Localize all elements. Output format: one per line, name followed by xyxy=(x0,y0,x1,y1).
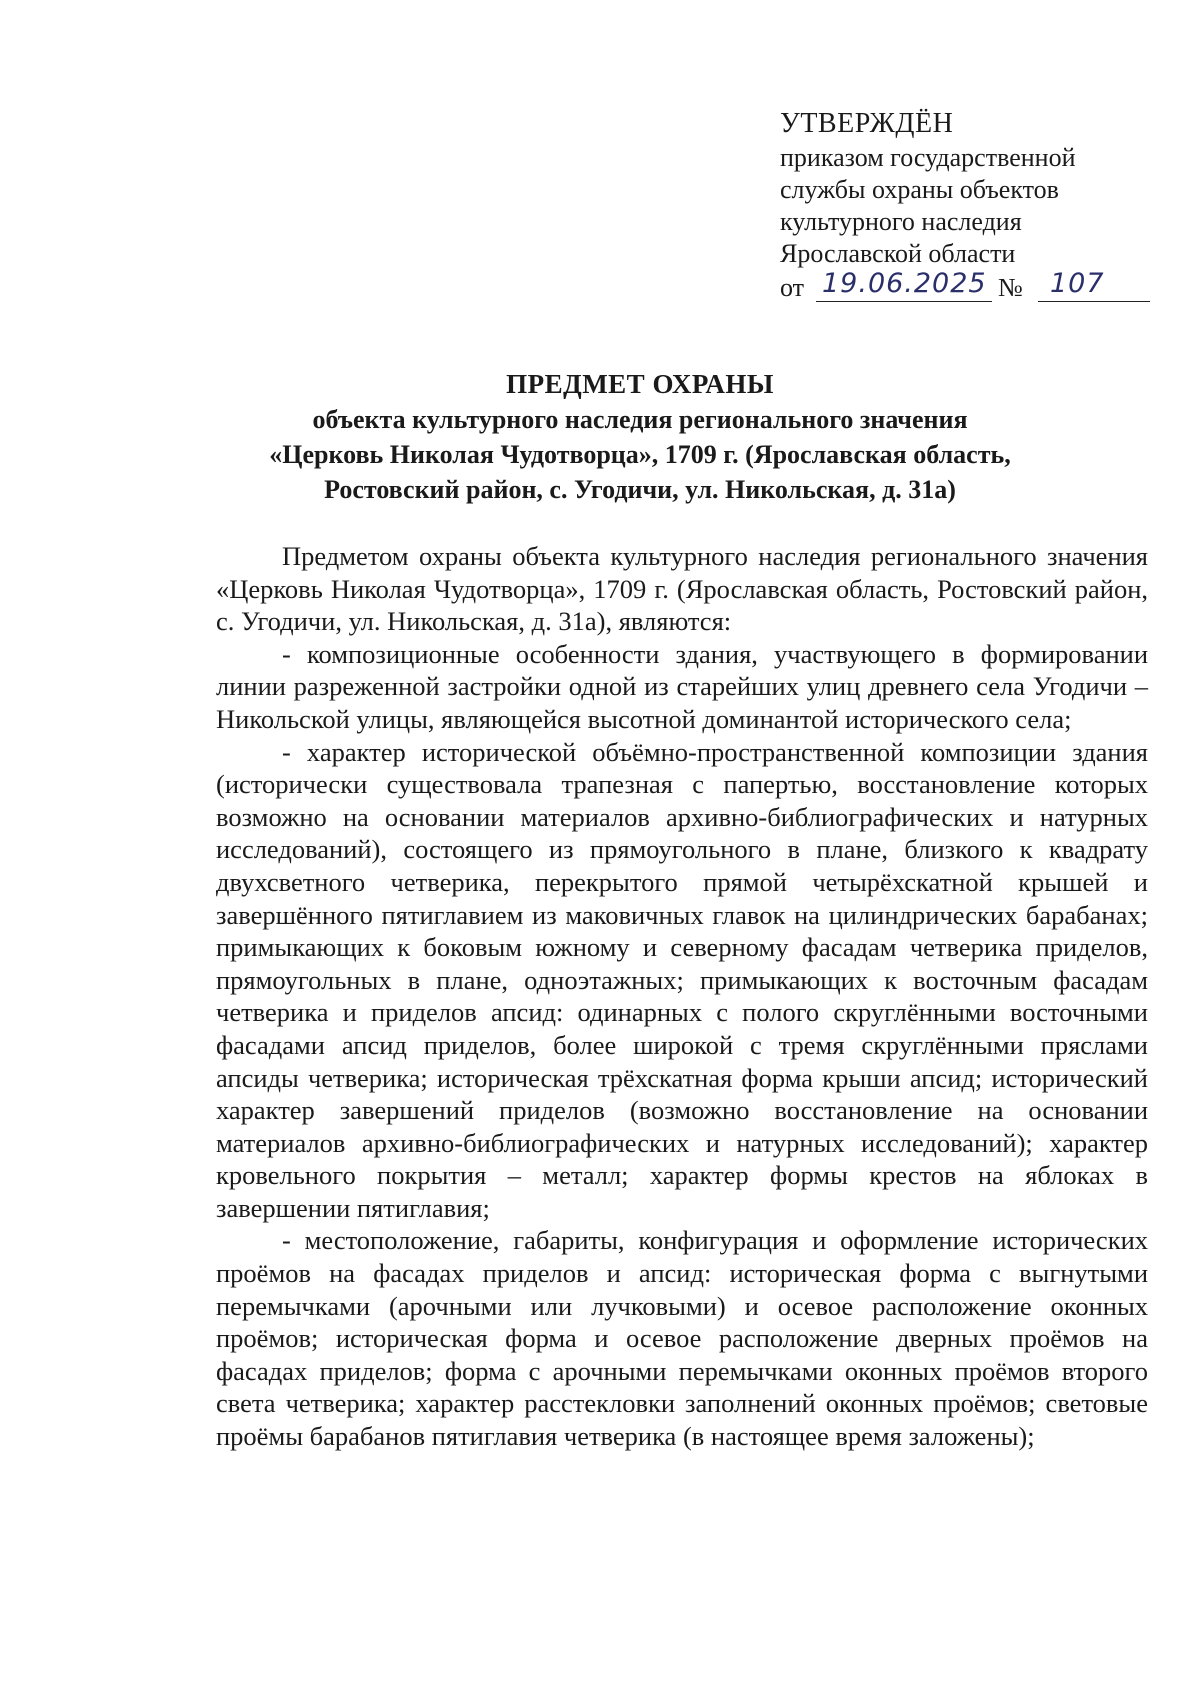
title-main: ПРЕДМЕТ ОХРАНЫ xyxy=(506,369,774,399)
protection-item: - характер исторической объёмно-пространственной композиции здания (исторически существовала трапезная с папертью, восстановление которых возможно на основании материалов архивно-библиографических и натурных исследований), состоящего из прямоугольного в плане, близкого к квадрату двухсветного четверика, перекрытого прямой четырёхскатной крышей и завершённого пятиглавием из маковичных главок на цилиндрических барабанах; примыкающих к боковым южному и северному фасадам четверика приделов, прямоугольных в плане, одноэтажных; примыкающих к восточным фасадам четверика и приделов апсид: одинарных с полого скруглёнными восточными фасадами апсид приделов, более широкой с тремя скруглёнными пряслами апсиды четверика; историческая трёхскатная форма крыши апсид; исторический характер завершений приделов (возможно восстановление на основании материалов архивно-библиографических и натурных исследований); характер кровельного покрытия – металл; характер формы крестов на яблоках в завершении пятиглавия; xyxy=(216,736,1148,1223)
protection-item: - местоположение, габариты, конфигурация и оформление исторических проёмов на фасадах приделов и апсид: историческая форма с выгнутыми перемычками (арочными или лучковыми) и осевое расположение оконных проёмов; историческая форма и осевое расположение дверных проёмов на фасадах приделов; форма с арочными перемычками оконных проёмов второго света четверика; характер расстекловки заполнений оконных проёмов; световые проёмы барабанов пятиглавия четверика (в настоящее время заложены); xyxy=(216,1225,1148,1452)
from-label: от xyxy=(780,273,805,302)
approval-line: Ярославской области xyxy=(780,239,1016,268)
approval-heading: УТВЕРЖДЁН xyxy=(780,108,954,139)
title-line: «Церковь Николая Чудотворца», 1709 г. (Ярославская область, xyxy=(269,440,1011,469)
document-title xyxy=(200,366,1080,507)
date-blank xyxy=(816,270,992,302)
handwritten-number: 107 xyxy=(1050,268,1105,299)
title-line: Ростовский район, с. Угодичи, ул. Никольская, д. 31а) xyxy=(324,475,956,504)
handwritten-date: 19.06.2025 xyxy=(822,268,987,299)
approval-line: службы охраны объектов xyxy=(780,175,1059,204)
document-body xyxy=(216,540,1148,1453)
title-line: объекта культурного наследия регионального значения xyxy=(312,405,968,434)
approval-stamp-block xyxy=(780,108,1160,304)
intro-paragraph: Предметом охраны объекта культурного наследия регионального значения «Церковь Николая Чудотворца», 1709 г. (Ярославская область, Ростовский район, с. Угодичи, ул. Никольская, д. 31а), являются: xyxy=(216,541,1148,637)
approval-line: приказом государственной xyxy=(780,143,1076,172)
order-date-number-line xyxy=(780,270,1160,304)
number-blank xyxy=(1038,270,1150,302)
approval-line: культурного наследия xyxy=(780,207,1022,236)
number-label: № xyxy=(998,273,1023,302)
protection-item: - композиционные особенности здания, участвующего в формировании линии разреженной застройки одной из старейших улиц древнего села Угодичи – Никольской улицы, являющейся высотной доминантой исторического села; xyxy=(216,638,1148,734)
